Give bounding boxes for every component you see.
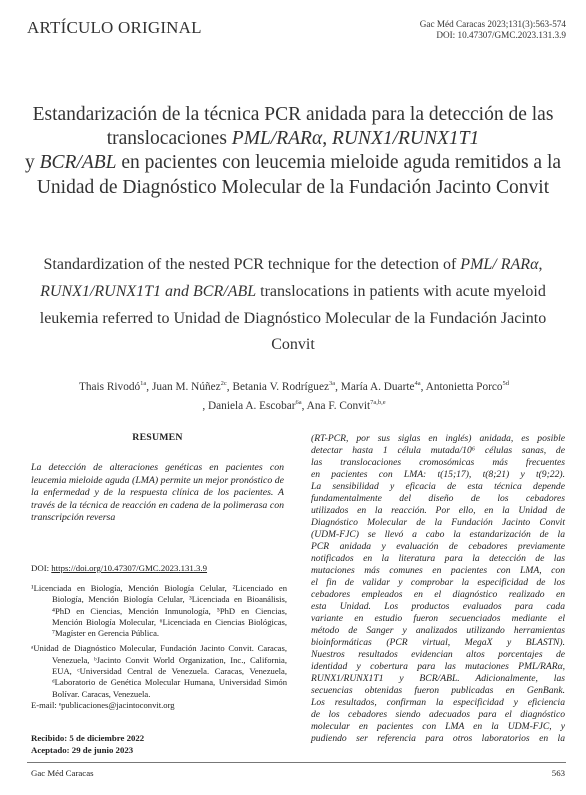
abstract-right-line: método de Sanger y analizados utilizando herramientas bbox=[311, 625, 565, 637]
abstract-right-line: de los cebadores siendo adecuados para el diagnóstico bbox=[311, 709, 565, 721]
accepted-date: Aceptado: 29 de junio 2023 bbox=[31, 745, 134, 756]
title-en-part1: Standardization of the nested PCR technique for the detection of bbox=[43, 256, 461, 273]
author-name: , María A. Duarte bbox=[335, 380, 415, 393]
journal-citation: Gac Méd Caracas 2023;131(3):563-574 bbox=[419, 19, 566, 29]
abstract-right-line: bioinformáticas (PCR virtual, MegaX y BLASTN). bbox=[311, 637, 565, 649]
title-es-part3: en pacientes con leucemia mieloide aguda remitidos a la Unidad de Diagnóstico Molecular de la Fundación Jacinto Convit bbox=[36, 152, 562, 198]
contact-email: E-mail: ᵉpublicaciones@jacintoconvit.org bbox=[31, 699, 175, 710]
author-name: , Juan M. Núñez bbox=[146, 380, 221, 393]
abstract-right-line: cebadores empleados en el diagnóstico realizado en bbox=[311, 589, 565, 601]
author-name: Thais Rivodó bbox=[78, 380, 141, 393]
author-name: , Betania V. Rodríguez bbox=[226, 380, 329, 393]
abstract-right-line: PCR anidada y evaluación de cebadores previamente bbox=[311, 541, 565, 553]
title-english bbox=[20, 252, 566, 359]
title-es-part2: y bbox=[24, 152, 40, 174]
abstract-right-line: utilizados en la reacción. Por ello, en la Unidad de bbox=[311, 505, 565, 517]
author-list bbox=[14, 376, 574, 414]
abstract-text-right bbox=[311, 433, 565, 745]
abstract-right-line: pudiendo ser referencia para otros laboratorios en la bbox=[311, 733, 565, 745]
abstract-heading: RESUMEN bbox=[132, 432, 183, 443]
journal-citation-block bbox=[420, 19, 566, 41]
title-es-sep1: , bbox=[322, 128, 332, 150]
author-affiliation-marker: 1a bbox=[140, 380, 147, 387]
title-es-gene1: PML/RARα bbox=[231, 128, 323, 150]
abstract-right-line: notificados en la literatura para la detección de las bbox=[311, 553, 565, 565]
received-date: Recibido: 5 de diciembre 2022 bbox=[31, 733, 145, 743]
footer-divider bbox=[27, 762, 566, 763]
abstract-right-line: Los resultados, confirman la especificidad y eficiencia bbox=[311, 697, 565, 709]
title-en-gene2: RUNX1/RUNX1T1 and BCR/ABL bbox=[40, 282, 257, 300]
abstract-right-line: las translocaciones cromosómicas más frecuentes bbox=[311, 457, 565, 469]
author-affiliation-marker: 4a bbox=[414, 380, 421, 387]
affiliation-degrees: ¹Licenciada en Biología, Mención Biología Celular, ²Licenciado en Biología, Mención Biología Celular, ³Licenciada en Bioanálisis, ⁴PhD en Ciencias, Mención Inmunología, ⁵PhD en Ciencias, Mención Biología Molecular, ⁶Licenciada en Ciencias Biológicas, ⁷Magíster en Gerencia Pública. bbox=[31, 583, 287, 639]
article-doi: DOI: 10.47307/GMC.2023.131.3.9 bbox=[436, 30, 566, 40]
author-affiliation-marker: 3a bbox=[328, 380, 336, 387]
title-en-gene1: PML/ RARα bbox=[460, 256, 539, 273]
abstract-right-line: esta Unidad. Los productos evaluados para cada bbox=[311, 601, 565, 613]
section-label: ARTÍCULO ORIGINAL bbox=[27, 18, 202, 37]
abstract-right-line: (UDM-FJC) se llevó a cabo la estandarización de la bbox=[311, 529, 565, 541]
abstract-text-left: La detección de alteraciones genéticas en pacientes con leucemia mieloide aguda (LMA) permite un mejor pronóstico de la enfermedad y de la respuesta clínica de los pacientes. A través de la técnica de reacción en cadena de la polimerasa con transcripción reversa bbox=[31, 462, 284, 524]
title-en-part2: translocations in patients with acute myeloid leukemia referred to Unidad de Diagnóstico Molecular de la Fundación Jacinto Convit bbox=[39, 282, 547, 354]
affiliation-institutions: ᵃUnidad de Diagnóstico Molecular, Fundación Jacinto Convit. Caracas, Venezuela, ᵇJacinto Convit World Organization, Inc., California, EUA, ᶜUniversidad Central de Venezuela. Caracas, Venezuela, ᵈLaboratorio de Genética Molecular Humana, Universidad Simón Bolívar. Caracas, Venezuela. bbox=[31, 643, 287, 699]
abstract-right-line: fundamentalmente del diseño de los cebadores bbox=[311, 493, 565, 505]
abstract-right-line: en pacientes con LMA: t(15;17), t(8;21) y t(9;22). bbox=[311, 469, 565, 481]
abstract-right-line: La sensibilidad y eficacia de esta técnica depende bbox=[311, 481, 565, 493]
author-name: , Daniela A. Escobar bbox=[202, 399, 296, 412]
doi-label: DOI: bbox=[31, 563, 52, 573]
author-affiliation-marker: 2c bbox=[220, 380, 227, 387]
abstract-right-line: mutaciones más comunes en pacientes con LMA, con bbox=[311, 565, 565, 577]
abstract-right-line: el fin de validar y comprobar la especificidad de los bbox=[311, 577, 565, 589]
title-es-part1: Estandarización de la técnica PCR anidada para la detección de las translocaciones bbox=[32, 104, 554, 150]
title-en-sep1: , bbox=[538, 256, 543, 273]
submission-dates bbox=[31, 732, 284, 757]
doi-line bbox=[31, 563, 291, 573]
abstract-right-line: identidad y cobertura para las mutaciones PML/RARα, bbox=[311, 661, 565, 673]
title-es-gene2: RUNX1/RUNX1T1 bbox=[331, 128, 480, 150]
doi-link[interactable]: https://doi.org/10.47307/GMC.2023.131.3.9 bbox=[51, 563, 208, 573]
author-affiliation-marker: 7a,b,e bbox=[370, 398, 386, 406]
page-number: 563 bbox=[551, 768, 565, 778]
abstract-right-line: (RT-PCR, por sus siglas en inglés) anidada, es posible bbox=[311, 433, 565, 444]
author-name: , Antonietta Porco bbox=[420, 380, 503, 393]
affiliations bbox=[31, 583, 287, 711]
abstract-right-line: molecular en pacientes con LMA en la UDM-FJC, y bbox=[311, 721, 565, 733]
title-spanish bbox=[20, 103, 566, 200]
abstract-right-line: Diagnóstico Molecular de la Fundación Jacinto Convit bbox=[311, 517, 565, 529]
abstract-right-line: detectar hasta 1 célula mutada/10⁶ células sanas, de bbox=[311, 445, 565, 457]
author-affiliation-marker: 6a bbox=[295, 398, 302, 406]
abstract-right-line: variante en estudio fueron secuenciados mediante el bbox=[311, 613, 565, 625]
footer-journal-name: Gac Méd Caracas bbox=[31, 768, 94, 778]
author-name: , Ana F. Convit bbox=[301, 399, 371, 412]
abstract-right-line: Nuestros resultados evidencian altos porcentajes de bbox=[311, 649, 565, 661]
abstract-right-line: secuencias obtenidas fueron publicadas en GenBank. bbox=[311, 685, 565, 697]
author-affiliation-marker: 5d bbox=[502, 380, 510, 387]
title-es-gene3: BCR/ABL bbox=[39, 152, 117, 174]
abstract-right-line: RUNX1/RUNX1T1 y BCR/ABL. Adicionalmente, las bbox=[311, 673, 565, 685]
